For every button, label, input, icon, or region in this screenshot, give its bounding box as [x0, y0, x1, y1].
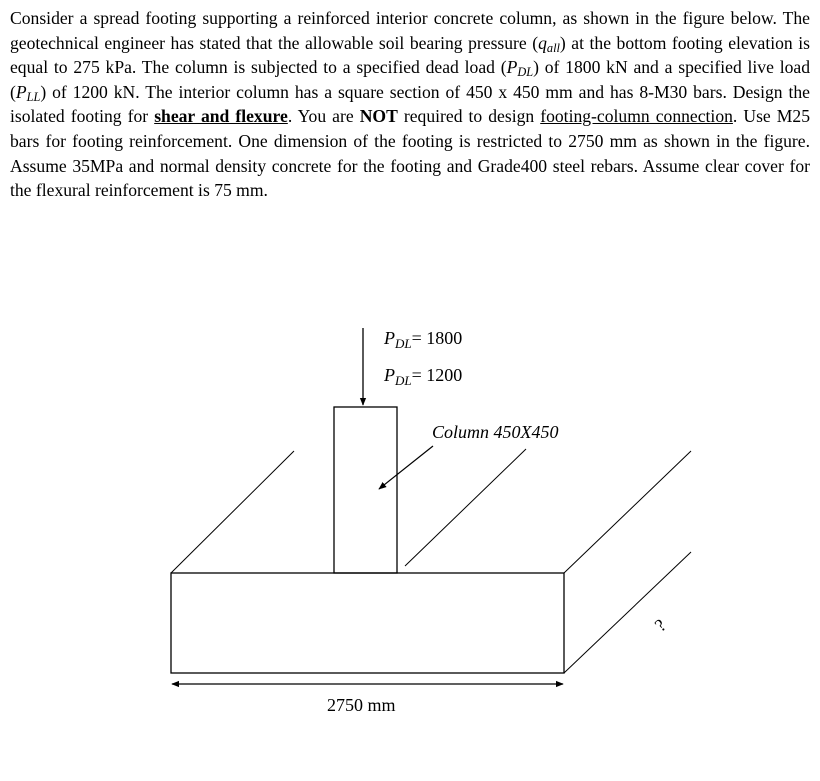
text-segment: required to design	[397, 106, 541, 127]
load2-value: = 1200	[411, 365, 463, 385]
text-segment: ) of 1200 kN. The interior column has a square section of 450 x 450 mm and has 8-M30 bars. Design the isolated footing for	[10, 81, 810, 127]
pdl-var: P	[506, 57, 518, 78]
qall-sub: all	[546, 40, 560, 55]
unknown-dimension-label: ?	[650, 615, 670, 636]
perspective-line	[171, 451, 294, 573]
text-segment: . Use M25 bars for footing reinforcement. One dimension of the footing is restricted to 2750 mm as shown in the figure. Assume 35MPa and normal density concrete for the footing and Grade400 steel rebars. Assume clear cover for the flexural reinforcement is 75 mm.	[10, 106, 810, 201]
pll-sub: LL	[26, 89, 41, 104]
load1-value: = 1800	[411, 328, 463, 348]
pll-var: P	[15, 81, 27, 102]
text-segment: . You are	[287, 106, 360, 127]
pdl-sub: DL	[517, 65, 534, 80]
dead-load-label	[383, 328, 462, 351]
load2-var: P	[384, 365, 395, 385]
footing	[171, 573, 564, 673]
column	[334, 407, 397, 573]
load2-sub: DL	[395, 373, 412, 388]
perspective-line	[564, 451, 691, 573]
qall-var: q	[538, 32, 547, 53]
perspective-line	[564, 552, 691, 673]
column-label: Column 450X450	[432, 422, 559, 442]
shear-flexure-emphasis: shear and flexure	[154, 106, 288, 127]
load1-var: P	[384, 328, 395, 348]
text-segment: ) of 1800 kN and a specified live load (	[10, 57, 810, 102]
perspective-line	[405, 449, 526, 566]
live-load-label	[383, 365, 462, 388]
text-segment: ) at the bottom footing elevation is equal to 275 kPa. The column is subjected to a specified dead load (	[10, 32, 810, 78]
text-segment: Consider a spread footing supporting a reinforced interior concrete column, as shown in the figure below. The geotechnical engineer has stated that the allowable soil bearing pressure (	[10, 8, 810, 53]
column-leader-arrow	[379, 446, 433, 489]
connection-underlined: footing-column connection	[540, 106, 733, 127]
not-emphasis: NOT	[359, 106, 398, 127]
load1-sub: DL	[395, 336, 412, 351]
dimension-label: 2750 mm	[327, 695, 396, 715]
